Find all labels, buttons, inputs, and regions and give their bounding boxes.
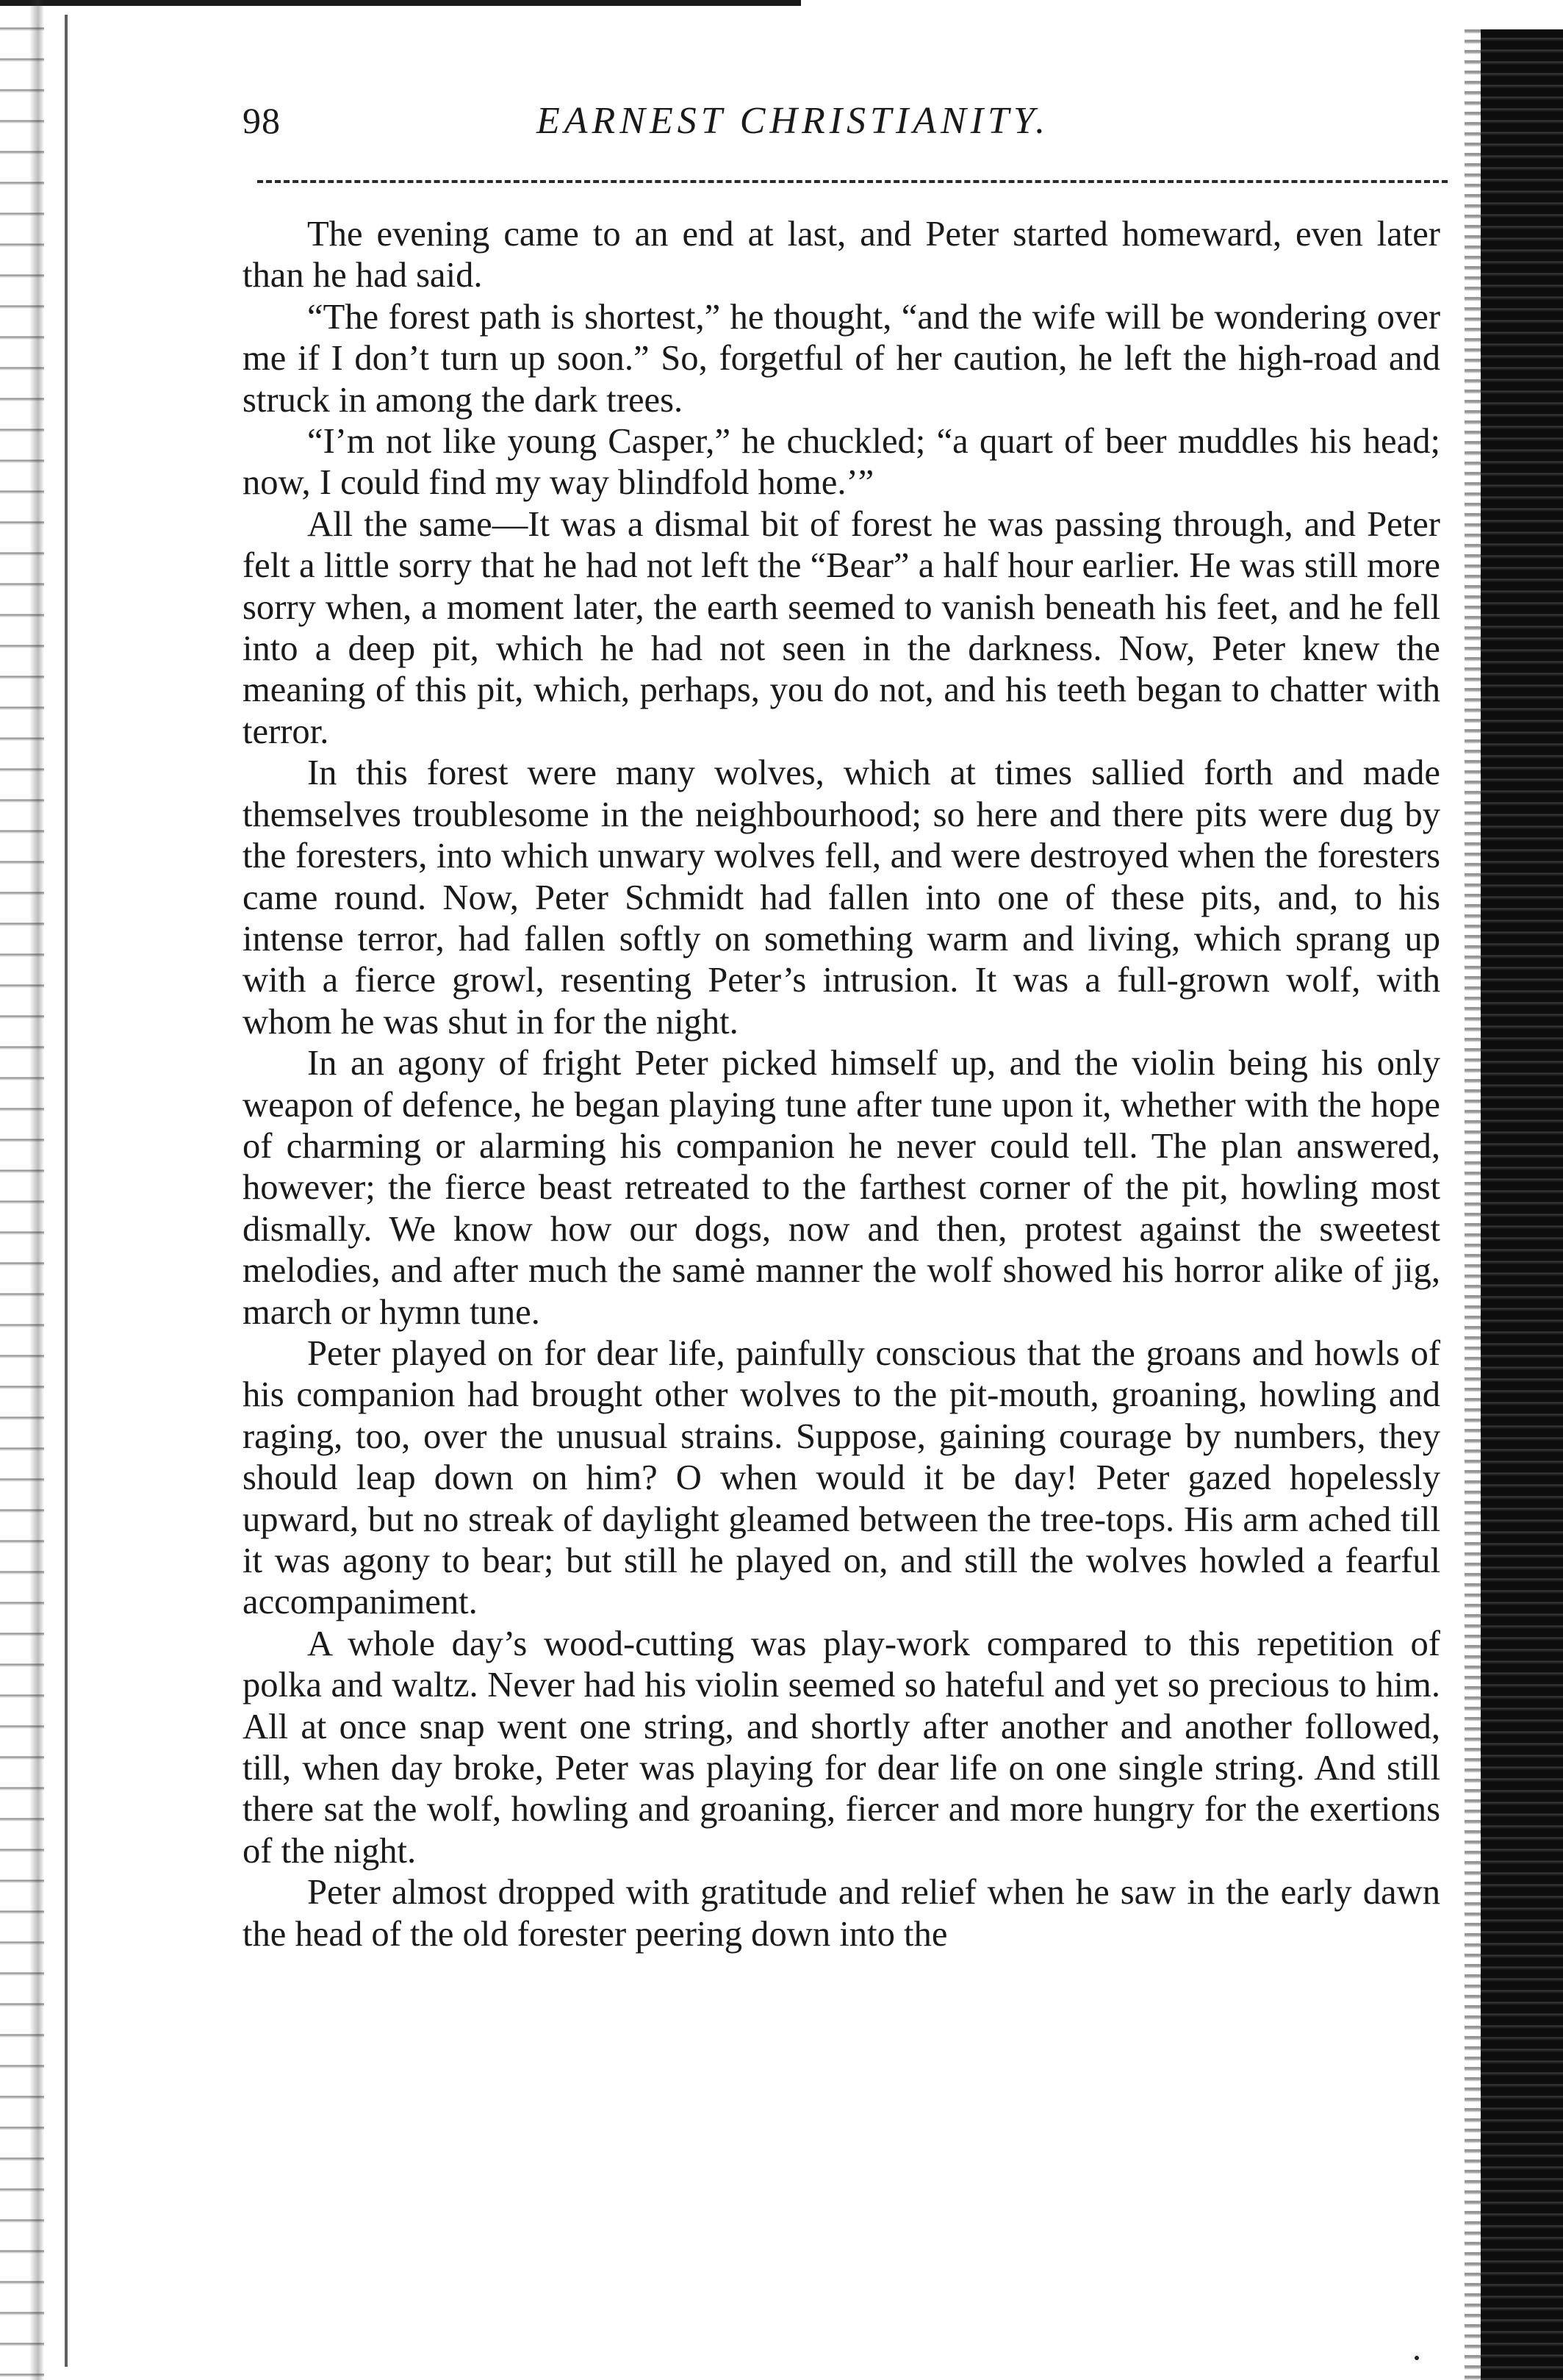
paragraph: In an agony of fright Peter picked himself up, and the violin being his only weapon of defence, he began playing tune after tune upon it, whether with the hope of charming or alarming his companion he never could tell. The plan answered, however; the fierce beast retreated to the farthest corner of the pit, howling most dismally. We know how our dogs, now and then, protest against the sweetest melodies, and after much the samė manner the wolf showed his horror alike of jig, march or hymn tune. xyxy=(242,1043,1440,1332)
paragraph: All the same—It was a dismal bit of forest he was passing through, and Peter felt a little sorry that he had not left the “Bear” a half hour earlier. He was still more sorry when, a moment later, the earth seemed to vanish beneath his feet, and he fell into a deep pit, which he had not seen in the darkness. Now, Peter knew the meaning of this pit, which, perhaps, you do not, and his teeth began to chatter with terror. xyxy=(242,503,1440,751)
paragraph: “I’m not like young Casper,” he chuckled; “a quart of beer muddles his head; now, I could find my way blindfold home.’” xyxy=(242,421,1440,503)
header-rule xyxy=(257,180,1448,183)
right-page-edge xyxy=(1481,29,1563,2380)
paragraph: A whole day’s wood-cutting was play-work compared to this repetition of polka and waltz. Never had his violin seemed so hateful and yet so precious to him. All at once snap went one string, and shortly after another and another followed, till, when day broke, Peter was playing for dear life on one single string. And still there sat the wolf, howling and groaning, fiercer and more hungry for the exertions of the night. xyxy=(242,1623,1440,1871)
page-number: 98 xyxy=(242,100,281,141)
right-edge-shadow xyxy=(1465,29,1481,2380)
top-rule xyxy=(0,0,801,6)
page-header xyxy=(242,99,1448,165)
left-margin-line xyxy=(65,15,68,2367)
paragraph: Peter almost dropped with gratitude and relief when he saw in the early dawn the head of the old forester peering down into the xyxy=(242,1872,1440,1954)
ink-speck xyxy=(1415,2356,1419,2360)
running-title: EARNEST CHRISTIANITY. xyxy=(536,100,1050,142)
body-text xyxy=(242,213,1440,2161)
left-page-edge xyxy=(0,0,44,2380)
paragraph: In this forest were many wolves, which at times sallied forth and made themselves troublesome in the neighbourhood; so here and there pits were dug by the foresters, into which unwary wolves fell, and were destroyed when the foresters came round. Now, Peter Schmidt had fallen into one of these pits, and, to his intense terror, had fallen softly on something warm and living, which sprang up with a fierce growl, resenting Peter’s intrusion. It was a full-grown wolf, with whom he was shut in for the night. xyxy=(242,753,1440,1042)
paragraph: Peter played on for dear life, painfully conscious that the groans and howls of his companion had brought other wolves to the pit-mouth, groaning, howling and raging, too, over the unusual strains. Suppose, gaining courage by numbers, they should leap down on him? O when would it be day! Peter gazed hopelessly upward, but no streak of daylight gleamed between the tree-tops. His arm ached till it was agony to bear; but still he played on, and still the wolves howled a fearful accompaniment. xyxy=(242,1333,1440,1622)
paragraph: The evening came to an end at last, and Peter started homeward, even later than he had said. xyxy=(242,214,1440,295)
paragraph: “The forest path is shortest,” he thought, “and the wife will be wondering over me if I don’t turn up soon.” So, forgetful of her caution, he left the high-road and struck in among the dark trees. xyxy=(242,296,1440,420)
